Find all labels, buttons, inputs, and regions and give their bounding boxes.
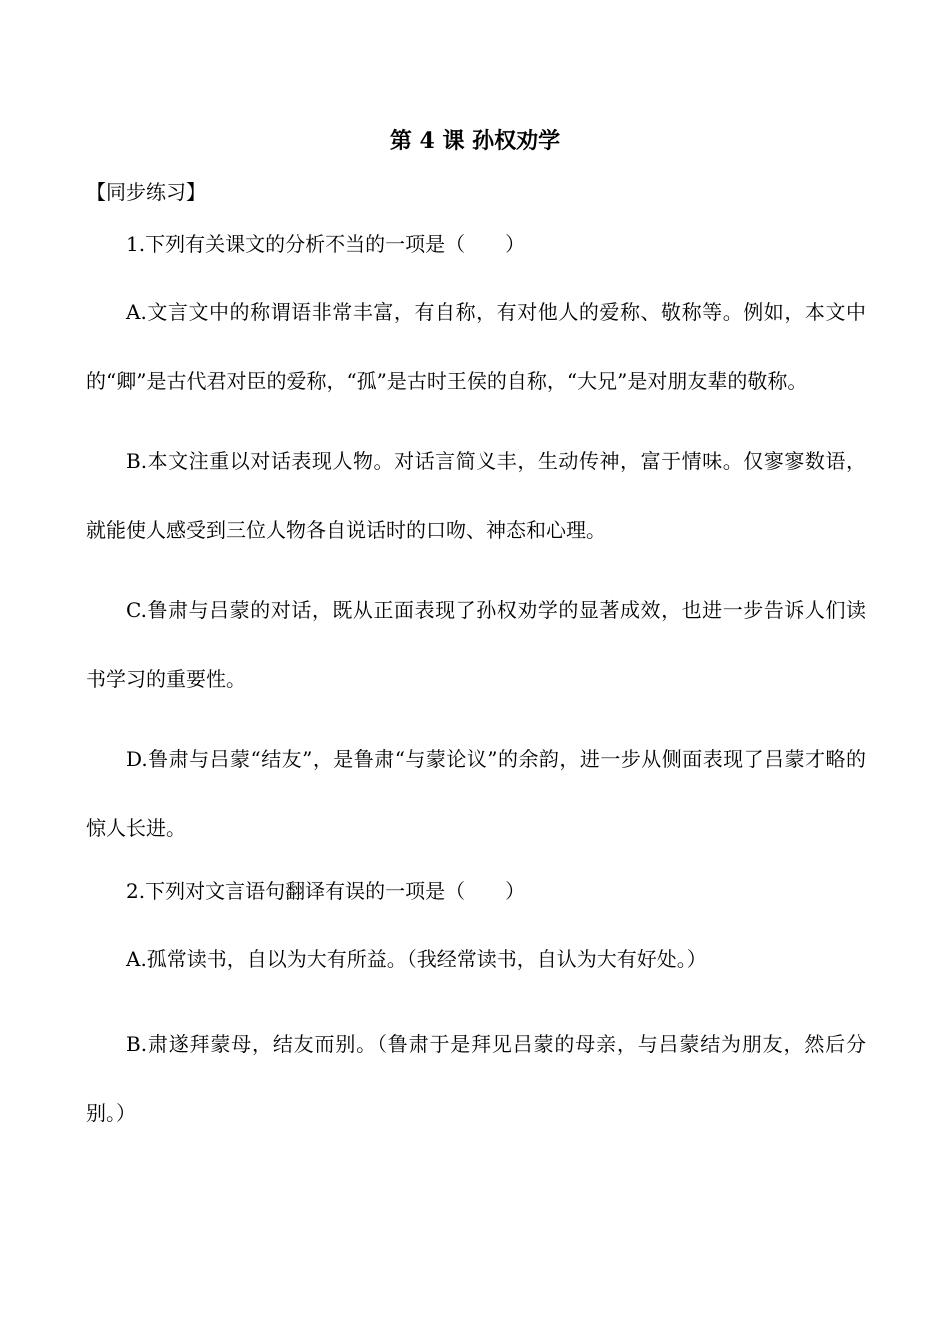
question-1-stem: 1.下列有关课文的分析不当的一项是（ ）: [126, 232, 526, 256]
question-1-option-c: C.鲁肃与吕蒙的对话，既从正面表现了孙权劝学的显著成效，也进一步告诉人们读书学习的重要性。: [86, 598, 866, 691]
question-1-option-d: D.鲁肃与吕蒙“结友”，是鲁肃“与蒙论议”的余韵，进一步从侧面表现了吕蒙才略的惊人长进。: [86, 747, 866, 840]
lesson-title: 第 4 课 孙权劝学: [389, 128, 561, 154]
question-2-stem: 2.下列对文言语句翻译有误的一项是（ ）: [126, 879, 526, 903]
question-1-option-a: A.文言文中的称谓语非常丰富，有自称，有对他人的爱称、敬称等。例如，本文中的“卿”是古代君对臣的爱称，“孤”是古时王侯的自称，“大兄”是对朋友辈的敬称。: [86, 300, 866, 393]
question-2-option-b: B.肃遂拜蒙母，结友而别。（鲁肃于是拜见吕蒙的母亲，与吕蒙结为朋友，然后分别。）: [86, 1032, 866, 1125]
question-2-option-a: A.孤常读书，自以为大有所益。（我经常读书，自认为大有好处。）: [126, 947, 707, 971]
questions-body: [86, 227, 866, 1159]
section-label: 【同步练习】: [86, 180, 206, 204]
question-1-option-b: B.本文注重以对话表现人物。对话言简义丰，生动传神，富于情味。仅寥寥数语，就能使人感受到三位人物各自说话时的口吻、神态和心理。: [86, 449, 866, 542]
